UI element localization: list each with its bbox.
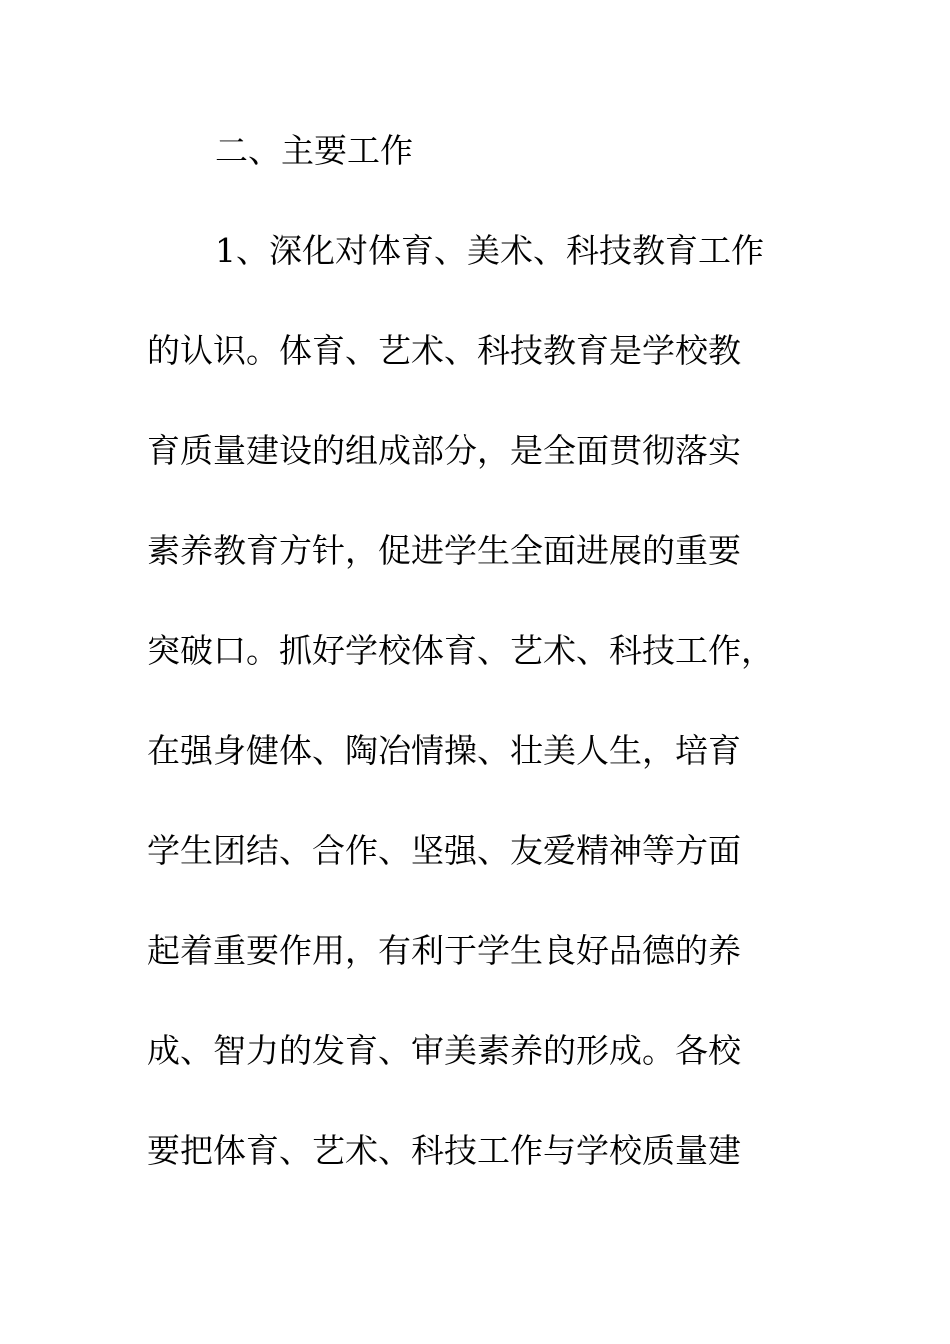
paragraph-line: 素养教育方针，促进学生全面进展的重要 [147, 531, 741, 570]
paragraph-line: 在强身健体、陶冶情操、壮美人生，培育 [147, 731, 741, 770]
paragraph-line: 要把体育、艺术、科技工作与学校质量建 [147, 1131, 741, 1170]
section-heading: 二、主要工作 [215, 131, 413, 170]
paragraph-line: 学生团结、合作、坚强、友爱精神等方面 [147, 831, 741, 870]
paragraph-line: 育质量建设的组成部分，是全面贯彻落实 [147, 431, 741, 470]
paragraph-line: 突破口。抓好学校体育、艺术、科技工作， [147, 631, 774, 670]
paragraph-line: 成、智力的发育、审美素养的形成。各校 [147, 1031, 741, 1070]
paragraph-line: 的认识。体育、艺术、科技教育是学校教 [147, 331, 741, 370]
paragraph-line: 起着重要作用，有利于学生良好品德的养 [147, 931, 741, 970]
paragraph-line: 1、深化对体育、美术、科技教育工作 [215, 231, 764, 270]
